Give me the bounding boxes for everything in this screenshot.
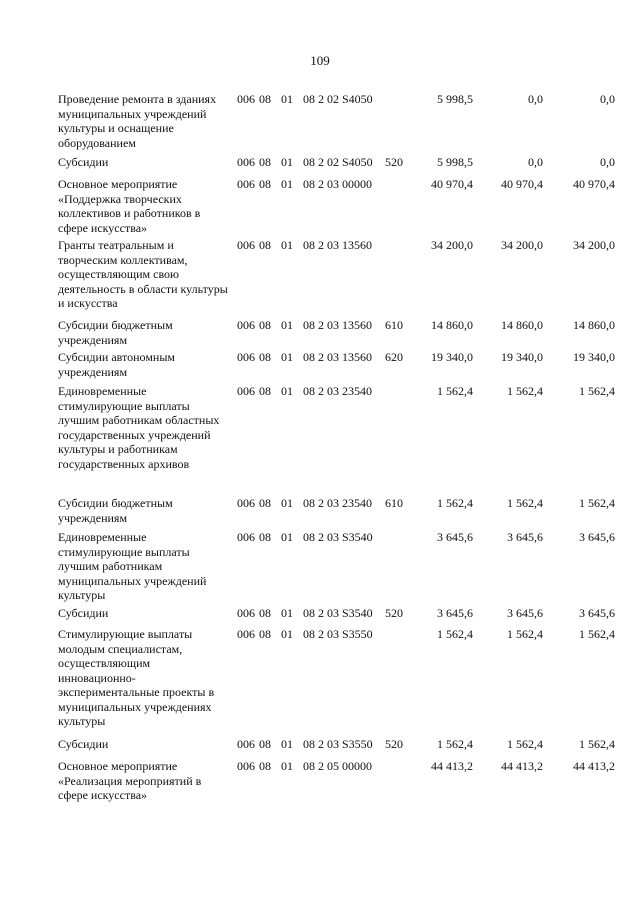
row-section: 08 <box>259 384 271 398</box>
row-subsection: 01 <box>281 737 293 751</box>
row-target-article: 08 2 03 00000 <box>303 177 372 191</box>
row-value-1: 5 998,5 <box>437 155 473 169</box>
row-expense-type: 610 <box>385 318 403 332</box>
row-section: 08 <box>259 759 271 773</box>
row-value-3: 1 562,4 <box>579 627 615 641</box>
row-name: Субсидии бюджетным учреждениям <box>58 318 173 347</box>
row-admin-code: 006 <box>237 627 255 641</box>
row-section: 08 <box>259 606 271 620</box>
row-name: Субсидии автономным учреждениям <box>58 350 175 379</box>
row-value-3: 0,0 <box>600 92 615 106</box>
row-name: Субсидии <box>58 155 109 169</box>
row-value-1: 1 562,4 <box>437 627 473 641</box>
row-admin-code: 006 <box>237 606 255 620</box>
row-value-2: 19 340,0 <box>501 350 543 364</box>
row-value-2: 14 860,0 <box>501 318 543 332</box>
row-name: Субсидии <box>58 737 109 751</box>
row-subsection: 01 <box>281 238 293 252</box>
row-value-2: 34 200,0 <box>501 238 543 252</box>
row-section: 08 <box>259 627 271 641</box>
row-value-3: 40 970,4 <box>573 177 615 191</box>
row-expense-type: 520 <box>385 606 403 620</box>
row-value-1: 40 970,4 <box>431 177 473 191</box>
row-name: Гранты театральным и творческим коллективам, осуществляющим свою деятельность в области культуры и искусства <box>58 238 228 310</box>
row-value-3: 14 860,0 <box>573 318 615 332</box>
row-value-3: 1 562,4 <box>579 737 615 751</box>
row-name: Проведение ремонта в зданиях муниципальных учреждений культуры и оснащение оборудованием <box>58 92 217 150</box>
row-value-2: 0,0 <box>528 155 543 169</box>
row-value-3: 44 413,2 <box>573 759 615 773</box>
row-value-1: 3 645,6 <box>437 530 473 544</box>
row-name: Субсидии бюджетным учреждениям <box>58 496 173 525</box>
row-admin-code: 006 <box>237 759 255 773</box>
row-target-article: 08 2 05 00000 <box>303 759 372 773</box>
row-expense-type: 520 <box>385 737 403 751</box>
row-section: 08 <box>259 737 271 751</box>
row-subsection: 01 <box>281 627 293 641</box>
row-value-3: 34 200,0 <box>573 238 615 252</box>
row-target-article: 08 2 03 S3540 <box>303 530 373 544</box>
row-admin-code: 006 <box>237 384 255 398</box>
row-section: 08 <box>259 155 271 169</box>
row-section: 08 <box>259 350 271 364</box>
row-admin-code: 006 <box>237 350 255 364</box>
row-value-2: 1 562,4 <box>507 384 543 398</box>
row-value-2: 40 970,4 <box>501 177 543 191</box>
row-target-article: 08 2 03 S3550 <box>303 627 373 641</box>
row-section: 08 <box>259 318 271 332</box>
row-value-2: 44 413,2 <box>501 759 543 773</box>
row-value-3: 3 645,6 <box>579 530 615 544</box>
row-name: Стимулирующие выплаты молодым специалистам, осуществляющим инновационно-экспериментальные проекты в муниципальных учреждениях культуры <box>58 627 215 728</box>
row-value-3: 1 562,4 <box>579 384 615 398</box>
row-value-1: 5 998,5 <box>437 92 473 106</box>
row-target-article: 08 2 03 13560 <box>303 318 372 332</box>
page-number: 109 <box>310 53 330 68</box>
row-admin-code: 006 <box>237 177 255 191</box>
row-expense-type: 520 <box>385 155 403 169</box>
row-subsection: 01 <box>281 384 293 398</box>
row-target-article: 08 2 03 13560 <box>303 350 372 364</box>
row-name: Основное мероприятие «Реализация мероприятий в сфере искусства» <box>58 759 202 802</box>
row-subsection: 01 <box>281 92 293 106</box>
row-subsection: 01 <box>281 350 293 364</box>
row-name: Единовременные стимулирующие выплаты лучшим работникам муниципальных учреждений культуры <box>58 530 207 602</box>
row-target-article: 08 2 03 13560 <box>303 238 372 252</box>
row-value-1: 14 860,0 <box>431 318 473 332</box>
row-section: 08 <box>259 238 271 252</box>
row-admin-code: 006 <box>237 155 255 169</box>
row-value-1: 44 413,2 <box>431 759 473 773</box>
row-subsection: 01 <box>281 530 293 544</box>
row-subsection: 01 <box>281 155 293 169</box>
row-section: 08 <box>259 92 271 106</box>
row-value-1: 34 200,0 <box>431 238 473 252</box>
row-target-article: 08 2 03 23540 <box>303 384 372 398</box>
row-subsection: 01 <box>281 606 293 620</box>
row-value-2: 0,0 <box>528 92 543 106</box>
row-name: Субсидии <box>58 606 109 620</box>
row-name: Основное мероприятие «Поддержка творческих коллективов и работников в сфере искусства» <box>58 177 201 235</box>
row-value-1: 1 562,4 <box>437 496 473 510</box>
row-section: 08 <box>259 496 271 510</box>
row-value-2: 3 645,6 <box>507 530 543 544</box>
row-expense-type: 610 <box>385 496 403 510</box>
row-subsection: 01 <box>281 759 293 773</box>
row-value-3: 3 645,6 <box>579 606 615 620</box>
row-value-2: 1 562,4 <box>507 496 543 510</box>
row-section: 08 <box>259 177 271 191</box>
row-admin-code: 006 <box>237 737 255 751</box>
row-value-1: 1 562,4 <box>437 384 473 398</box>
row-target-article: 08 2 02 S4050 <box>303 92 373 106</box>
row-target-article: 08 2 03 S3550 <box>303 737 373 751</box>
row-value-1: 19 340,0 <box>431 350 473 364</box>
row-value-3: 1 562,4 <box>579 496 615 510</box>
row-target-article: 08 2 03 23540 <box>303 496 372 510</box>
row-value-2: 1 562,4 <box>507 737 543 751</box>
row-admin-code: 006 <box>237 318 255 332</box>
row-value-2: 3 645,6 <box>507 606 543 620</box>
row-value-2: 1 562,4 <box>507 627 543 641</box>
row-admin-code: 006 <box>237 238 255 252</box>
row-value-1: 1 562,4 <box>437 737 473 751</box>
row-expense-type: 620 <box>385 350 403 364</box>
row-admin-code: 006 <box>237 92 255 106</box>
row-value-3: 0,0 <box>600 155 615 169</box>
row-section: 08 <box>259 530 271 544</box>
row-subsection: 01 <box>281 177 293 191</box>
row-target-article: 08 2 02 S4050 <box>303 155 373 169</box>
row-value-1: 3 645,6 <box>437 606 473 620</box>
row-admin-code: 006 <box>237 530 255 544</box>
row-target-article: 08 2 03 S3540 <box>303 606 373 620</box>
row-value-3: 19 340,0 <box>573 350 615 364</box>
row-name: Единовременные стимулирующие выплаты лучшим работникам областных государственных учреждений культуры и работникам государственных архивов <box>58 384 220 471</box>
row-admin-code: 006 <box>237 496 255 510</box>
row-subsection: 01 <box>281 496 293 510</box>
row-subsection: 01 <box>281 318 293 332</box>
